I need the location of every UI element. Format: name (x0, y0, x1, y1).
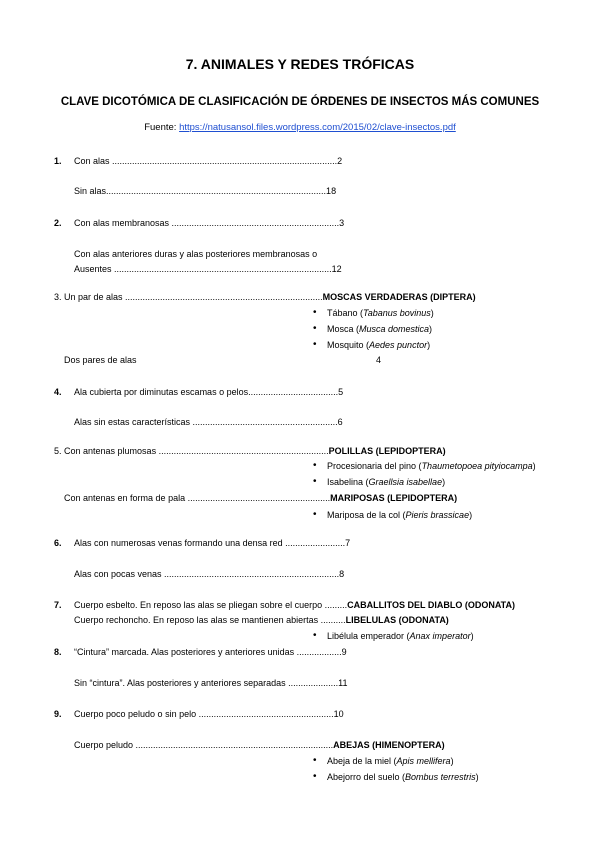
key-line-3b: Dos pares de alas (64, 355, 137, 365)
key-line-7b (74, 615, 449, 625)
key-line-3a-text: 3. Un par de alas ............................................................................... (54, 292, 323, 302)
key-number-8: 8. (54, 647, 62, 657)
key-line-2b-1: Con alas anteriores duras y alas posteriores membranosas o (74, 249, 318, 259)
key-line-4b: Alas sin estas características ..........................................................6 (74, 417, 343, 427)
key-line-4a: Ala cubierta por diminutas escamas o pelos....................................5 (74, 387, 344, 397)
page-title: 7. ANIMALES Y REDES TRÓFICAS (185, 56, 415, 72)
key-line-6a: Alas con numerosas venas formando una densa red ........................7 (74, 538, 351, 548)
key-line-3b-number: 4 (376, 355, 382, 365)
key-line-9b (74, 740, 445, 750)
key-line-8a: “Cintura” marcada. Alas posteriores y anteriores unidas ..................9 (74, 647, 347, 657)
source-label: Fuente: (144, 122, 180, 133)
source-link[interactable]: https://natusansol.files.wordpress.com/2015/02/clave-insectos.pdf (179, 122, 456, 133)
key-number-9: 9. (54, 709, 62, 719)
source-line (0, 122, 600, 133)
example-procesionaria: • Procesionaria del pino (Thaumetopoea pityiocampa) (327, 461, 536, 471)
key-line-7a (74, 600, 515, 610)
key-line-2b-2: Ausentes .......................................................................................12 (74, 264, 342, 274)
key-line-7a-text: Cuerpo esbelto. En reposo las alas se pliegan sobre el cuerpo ......... (74, 600, 348, 610)
key-number-4: 4. (54, 387, 62, 397)
key-line-2a: Con alas membranosas ...................................................................3 (74, 218, 345, 228)
document-subtitle: CLAVE DICOTÓMICA DE CLASIFICACIÓN DE ÓRDENES DE INSECTOS MÁS COMUNES (60, 96, 540, 108)
key-line-9b-text: Cuerpo peludo ............................................................................... (74, 740, 334, 750)
key-line-1b: Sin alas........................................................................................18 (74, 186, 337, 196)
key-line-9a: Cuerpo poco peludo o sin pelo ......................................................10 (74, 709, 344, 719)
key-line-5a (54, 446, 446, 456)
example-abejorro: • Abejorro del suelo (Bombus terrestris) (327, 772, 479, 782)
key-line-1a: Con alas ..........................................................................................2 (74, 156, 343, 166)
result-mariposas: MARIPOSAS (LEPIDOPTERA) (330, 493, 458, 503)
key-line-5a-text: 5. Con antenas plumosas .................................................................... (54, 446, 329, 456)
key-line-6b: Alas con pocas venas ......................................................................8 (74, 569, 345, 579)
result-caballitos: CABALLITOS DEL DIABLO (ODONATA) (347, 600, 515, 610)
key-line-3a (54, 292, 476, 302)
result-diptera: MOSCAS VERDADERAS (DIPTERA) (322, 292, 476, 302)
key-line-5b-text: Con antenas en forma de pala ......................................................... (64, 493, 331, 503)
result-abejas: ABEJAS (HIMENOPTERA) (333, 740, 445, 750)
key-line-5b (64, 493, 457, 503)
example-libelula: • Libélula emperador (Anax imperator) (327, 631, 474, 641)
example-abeja-miel: • Abeja de la miel (Apis mellifera) (327, 756, 454, 766)
example-mariposa-col: • Mariposa de la col (Pieris brassicae) (327, 510, 472, 520)
example-mosquito: • Mosquito (Aedes punctor) (327, 340, 430, 350)
key-number-1: 1. (54, 156, 62, 166)
example-tabano: • Tábano (Tabanus bovinus) (327, 308, 434, 318)
result-polillas: POLILLAS (LEPIDOPTERA) (328, 446, 446, 456)
key-line-7b-text: Cuerpo rechoncho. En reposo las alas se mantienen abiertas .......... (74, 615, 346, 625)
result-libelulas: LIBELULAS (ODONATA) (345, 615, 449, 625)
key-number-7: 7. (54, 600, 62, 610)
key-line-8b: Sin “cintura”. Alas posteriores y anteriores separadas ....................11 (74, 678, 348, 688)
example-isabelina: • Isabelina (Graellsia isabellae) (327, 477, 445, 487)
key-number-6: 6. (54, 538, 62, 548)
example-mosca: • Mosca (Musca domestica) (327, 324, 432, 334)
key-number-2: 2. (54, 218, 62, 228)
